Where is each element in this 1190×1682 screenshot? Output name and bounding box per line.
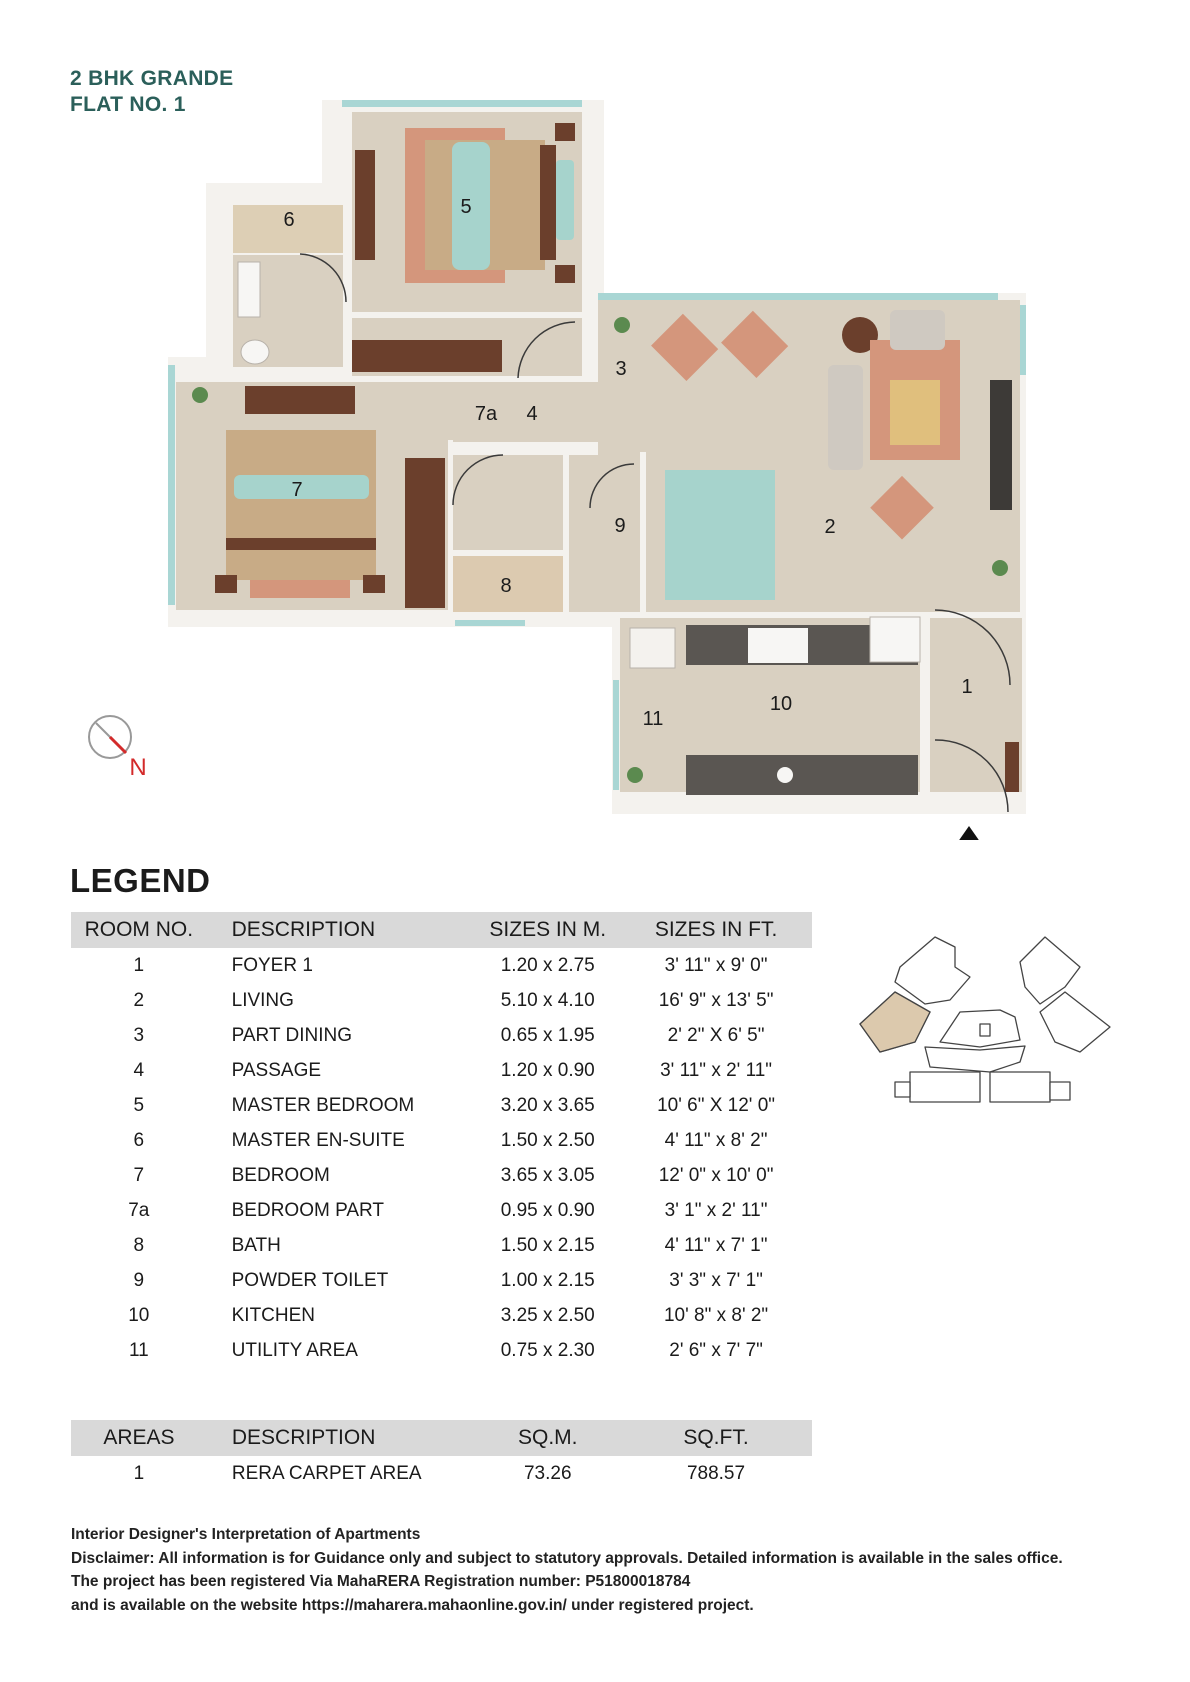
footer-notes xyxy=(71,1523,1063,1617)
room-description: POWDER TOILET xyxy=(231,1269,389,1291)
room-description: BEDROOM PART xyxy=(231,1199,384,1221)
table-row xyxy=(71,1456,812,1491)
room-size-ft: 4' 11" x 8' 2" xyxy=(664,1129,768,1151)
room-size-m: 3.20 x 3.65 xyxy=(500,1094,595,1116)
room-size-m: 0.95 x 0.90 xyxy=(500,1199,595,1221)
table-row xyxy=(71,1088,812,1123)
table-row xyxy=(71,1053,812,1088)
table-row xyxy=(71,983,812,1018)
room-label-7: 7 xyxy=(291,479,303,501)
footer-website: and is available on the website https://maharera.mahaonline.gov.in/ under registered project. xyxy=(71,1596,754,1614)
room-size-m: 1.50 x 2.15 xyxy=(500,1234,595,1256)
footer-registration: The project has been registered Via MahaRERA Registration number: P51800018784 xyxy=(71,1573,691,1590)
room-no: 9 xyxy=(133,1269,145,1291)
compass-north-label: N xyxy=(129,754,147,781)
room-description: KITCHEN xyxy=(231,1304,316,1326)
room-no: 4 xyxy=(133,1059,145,1081)
room-size-m: 0.75 x 2.30 xyxy=(500,1339,595,1361)
room-size-ft: 3' 1" x 2' 11" xyxy=(664,1199,768,1221)
room-size-m: 3.25 x 2.50 xyxy=(500,1304,595,1326)
room-size-ft: 3' 11" x 9' 0" xyxy=(664,954,768,976)
area-table-header xyxy=(71,1420,812,1456)
room-legend-table xyxy=(71,912,812,1368)
table-row xyxy=(71,1018,812,1053)
col-area-description: DESCRIPTION xyxy=(207,1420,476,1456)
table-row xyxy=(71,1123,812,1158)
room-size-ft: 2' 2" X 6' 5" xyxy=(667,1024,765,1046)
table-row xyxy=(71,1158,812,1193)
col-areas: AREAS xyxy=(71,1420,207,1456)
room-label-5: 5 xyxy=(460,196,472,218)
room-size-m: 1.50 x 2.50 xyxy=(500,1129,595,1151)
table-row xyxy=(71,1333,812,1368)
room-size-m: 1.20 x 0.90 xyxy=(500,1059,595,1081)
key-plan-highlight xyxy=(860,992,930,1052)
room-label-1: 1 xyxy=(961,676,973,698)
room-label-3: 3 xyxy=(615,358,627,380)
room-no: 6 xyxy=(133,1129,145,1151)
room-description: PART DINING xyxy=(231,1024,352,1046)
room-no: 8 xyxy=(133,1234,145,1256)
col-size-m: SIZES IN M. xyxy=(475,912,620,948)
footer-interpretation: Interior Designer's Interpretation of Apartments xyxy=(71,1526,421,1543)
col-sqft: SQ.FT. xyxy=(620,1420,812,1456)
room-description: BEDROOM xyxy=(231,1164,330,1186)
room-size-m: 0.65 x 1.95 xyxy=(500,1024,595,1046)
area-no: 1 xyxy=(133,1462,145,1484)
room-no: 2 xyxy=(133,989,145,1011)
room-size-m: 1.00 x 2.15 xyxy=(500,1269,595,1291)
room-description: MASTER BEDROOM xyxy=(231,1094,415,1116)
flat-number: FLAT NO. 1 xyxy=(70,93,186,116)
room-description: UTILITY AREA xyxy=(231,1339,358,1361)
room-description: BATH xyxy=(231,1234,281,1256)
table-row xyxy=(71,948,812,983)
room-label-11: 11 xyxy=(642,708,664,730)
area-sqft: 788.57 xyxy=(686,1462,746,1484)
table-row xyxy=(71,1228,812,1263)
area-table xyxy=(71,1420,812,1491)
col-size-ft: SIZES IN FT. xyxy=(620,912,812,948)
room-no: 10 xyxy=(128,1304,150,1326)
room-size-ft: 12' 0" x 10' 0" xyxy=(658,1164,774,1186)
room-size-ft: 10' 6" X 12' 0" xyxy=(657,1094,776,1116)
col-room-no: ROOM NO. xyxy=(71,912,207,948)
room-description: PASSAGE xyxy=(231,1059,322,1081)
room-label-2: 2 xyxy=(824,516,836,538)
table-row xyxy=(71,1193,812,1228)
room-no: 7 xyxy=(133,1164,145,1186)
room-description: FOYER 1 xyxy=(231,954,313,976)
room-description: LIVING xyxy=(231,989,294,1011)
room-size-ft: 2' 6" x 7' 7" xyxy=(669,1339,763,1361)
room-label-4: 4 xyxy=(526,403,538,425)
room-size-ft: 4' 11" x 7' 1" xyxy=(664,1234,768,1256)
room-no: 11 xyxy=(128,1339,149,1361)
room-label-6: 6 xyxy=(283,209,295,231)
room-size-ft: 3' 3" x 7' 1" xyxy=(669,1269,763,1291)
room-size-m: 5.10 x 4.10 xyxy=(500,989,595,1011)
room-size-ft: 16' 9" x 13' 5" xyxy=(658,989,774,1011)
area-sqm: 73.26 xyxy=(523,1462,572,1484)
key-plan xyxy=(840,932,1120,1112)
compass-icon xyxy=(89,716,147,781)
room-label-7a: 7a xyxy=(474,403,498,425)
room-description: MASTER EN-SUITE xyxy=(231,1129,405,1151)
footer-disclaimer: Disclaimer: All information is for Guidance only and subject to statutory approvals. Detailed information is available in the sales office. xyxy=(71,1549,1063,1567)
room-size-m: 3.65 x 3.05 xyxy=(500,1164,595,1186)
room-no: 5 xyxy=(133,1094,145,1116)
room-legend-header xyxy=(71,912,812,948)
room-size-ft: 3' 11" x 2' 11" xyxy=(660,1059,773,1081)
table-row xyxy=(71,1263,812,1298)
entrance-arrow-icon xyxy=(955,826,983,840)
room-no: 7a xyxy=(128,1199,150,1221)
room-size-ft: 10' 8" x 8' 2" xyxy=(663,1304,769,1326)
room-label-8: 8 xyxy=(500,575,512,597)
area-description: RERA CARPET AREA xyxy=(231,1462,422,1484)
legend-heading: LEGEND xyxy=(70,862,211,899)
room-no: 1 xyxy=(133,954,145,976)
col-sqm: SQ.M. xyxy=(475,1420,620,1456)
floor-plan xyxy=(0,0,1190,840)
col-description: DESCRIPTION xyxy=(207,912,476,948)
room-label-10: 10 xyxy=(769,693,793,715)
room-no: 3 xyxy=(133,1024,145,1046)
table-row xyxy=(71,1298,812,1333)
flat-type: 2 BHK GRANDE xyxy=(70,67,234,90)
room-size-m: 1.20 x 2.75 xyxy=(500,954,595,976)
room-label-9: 9 xyxy=(614,515,626,537)
